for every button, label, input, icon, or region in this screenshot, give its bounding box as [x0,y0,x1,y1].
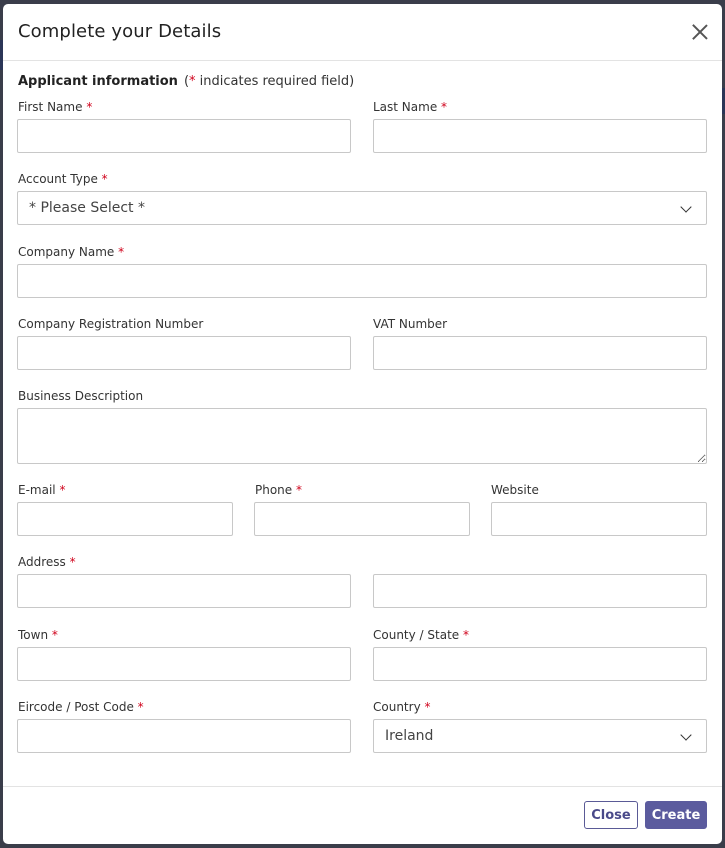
email-label: E-mail * [18,483,66,497]
last-name-input[interactable] [373,119,707,153]
chevron-down-icon [680,729,691,740]
close-icon[interactable] [690,22,710,42]
first-name-label: First Name * [18,100,93,114]
address-line2-input[interactable] [373,574,707,608]
modal-title: Complete your Details [18,21,222,42]
address-line1-input[interactable] [17,574,351,608]
address-label: Address * [18,555,76,569]
modal-header [3,4,722,61]
postcode-label: Eircode / Post Code * [18,700,144,714]
modal-footer [3,786,722,844]
email-input[interactable] [17,502,233,536]
section-heading: Applicant information [18,74,178,89]
phone-input[interactable] [254,502,470,536]
section-title [18,74,354,89]
create-button[interactable]: Create [645,801,707,829]
account-type-label: Account Type * [18,172,108,186]
company-reg-input[interactable] [17,336,351,370]
business-description-label: Business Description [18,389,144,403]
account-type-value: * Please Select * [29,200,145,216]
business-description-textarea[interactable] [17,408,707,464]
country-value: Ireland [385,728,434,744]
phone-label: Phone * [255,483,302,497]
country-label: Country * [373,700,431,714]
vat-label: VAT Number [373,317,448,331]
required-note: (* indicates required field) [183,74,355,89]
postcode-input[interactable] [17,719,351,753]
town-input[interactable] [17,647,351,681]
country-select[interactable] [373,719,707,753]
account-type-select[interactable] [17,191,707,225]
first-name-input[interactable] [17,119,351,153]
county-input[interactable] [373,647,707,681]
website-label: Website [491,483,539,497]
town-label: Town * [18,628,58,642]
complete-details-modal [3,4,722,844]
vat-input[interactable] [373,336,707,370]
last-name-label: Last Name * [373,100,448,114]
county-label: County / State * [373,628,470,642]
website-input[interactable] [491,502,707,536]
company-name-input[interactable] [17,264,707,298]
company-reg-label: Company Registration Number [18,317,204,331]
chevron-down-icon [680,201,691,212]
company-name-label: Company Name * [18,245,125,259]
close-button[interactable]: Close [584,801,638,829]
